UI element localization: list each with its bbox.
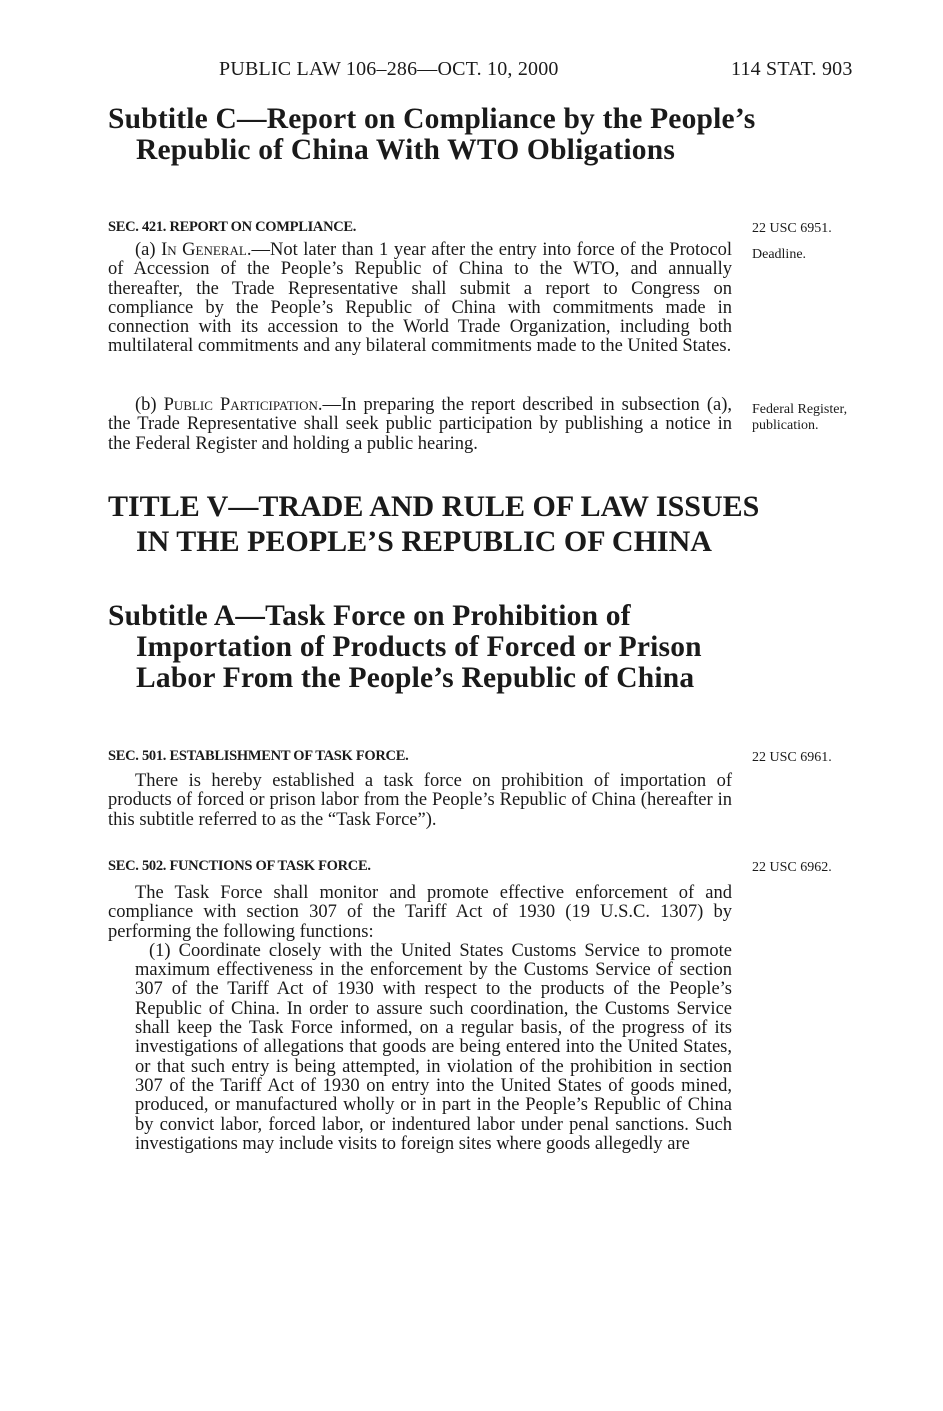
subtitle-a-heading: Subtitle A—Task Force on Prohibition of Importation of Products of Forced or Prison Labor From the People’s Republic of China xyxy=(108,600,702,694)
sec-502-text xyxy=(108,884,732,1154)
sec-502-usc-cite: 22 USC 6962. xyxy=(752,860,832,875)
sec-421-subsection-a xyxy=(108,241,732,357)
sec-501-heading: SEC. 501. ESTABLISHMENT OF TASK FORCE. xyxy=(108,748,409,764)
sec-421-subsection-b xyxy=(108,396,732,454)
sec-501-text xyxy=(108,772,732,830)
sec-502-item-1: (1) Coordinate closely with the United States Customs Service to promote maximum effectiveness in the enforcement by the Customs Service of section 307 of the Tariff Act of 1930 with respect to the products of the People’s Republic of China. In order to assure such coordination, the Customs Service shall keep the Task Force informed, on a regular basis, of the progress of its investigations of allegations that goods are being entered into the United States, or that such entry is being attempted, in violation of the prohibition in section 307 of the Tariff Act of 1930 on entry into the United States of goods mined, produced, or manufactured wholly or in part in the People’s Republic of China by convict labor, forced labor, or indentured labor under penal sanctions. Such investigations may include visits to foreign sites where goods allegedly are xyxy=(135,940,732,1154)
deadline-margin-note: Deadline. xyxy=(752,247,807,262)
subsection-b-text: .—In preparing the report described in subsection (a), the Trade Representative shall seek public participation by publishing a notice in the Federal Register and holding a public hearing. xyxy=(108,395,732,454)
sec-421-usc-cite: 22 USC 6951. xyxy=(752,221,832,236)
running-header-law: PUBLIC LAW 106–286—OCT. 10, 2000 xyxy=(219,58,559,80)
federal-register-margin-note: Federal Register, publication. xyxy=(752,402,848,433)
sec-501-usc-cite: 22 USC 6961. xyxy=(752,750,832,765)
subsection-b-caption: Public Participation xyxy=(163,395,318,415)
subtitle-c-heading: Subtitle C—Report on Compliance by the People’s Republic of China With WTO Obligations xyxy=(108,103,756,166)
sec-502-intro: The Task Force shall monitor and promote effective enforcement of and compliance with section 307 of the Tariff Act of 1930 (19 U.S.C. 1307) by performing the following functions: xyxy=(108,883,732,942)
subsection-b-label: (b) xyxy=(135,395,157,415)
sec-421-heading: SEC. 421. REPORT ON COMPLIANCE. xyxy=(108,219,357,235)
running-header-stat: 114 STAT. 903 xyxy=(731,58,853,80)
subsection-a-caption: In General xyxy=(161,240,247,260)
sec-501-paragraph: There is hereby established a task force on prohibition of importation of products of forced or prison labor from the People’s Republic of China (hereafter in this subtitle referred to as the “Task Force”). xyxy=(108,771,732,830)
title-v-heading: TITLE V—TRADE AND RULE OF LAW ISSUES IN THE PEOPLE’S REPUBLIC OF CHINA xyxy=(108,490,760,558)
subsection-a-label: (a) xyxy=(135,240,156,260)
subsection-a-text: .—Not later than 1 year after the entry into force of the Protocol of Accession of the People’s Republic of China to the WTO, and annually thereafter, the Trade Representative shall submit a report to Congress on compliance by the People’s Republic of China with commitments made in connection with its accession to the World Trade Organization, including both multilateral commitments and any bilateral commitments made to the United States. xyxy=(108,240,732,357)
sec-502-heading: SEC. 502. FUNCTIONS OF TASK FORCE. xyxy=(108,858,371,874)
